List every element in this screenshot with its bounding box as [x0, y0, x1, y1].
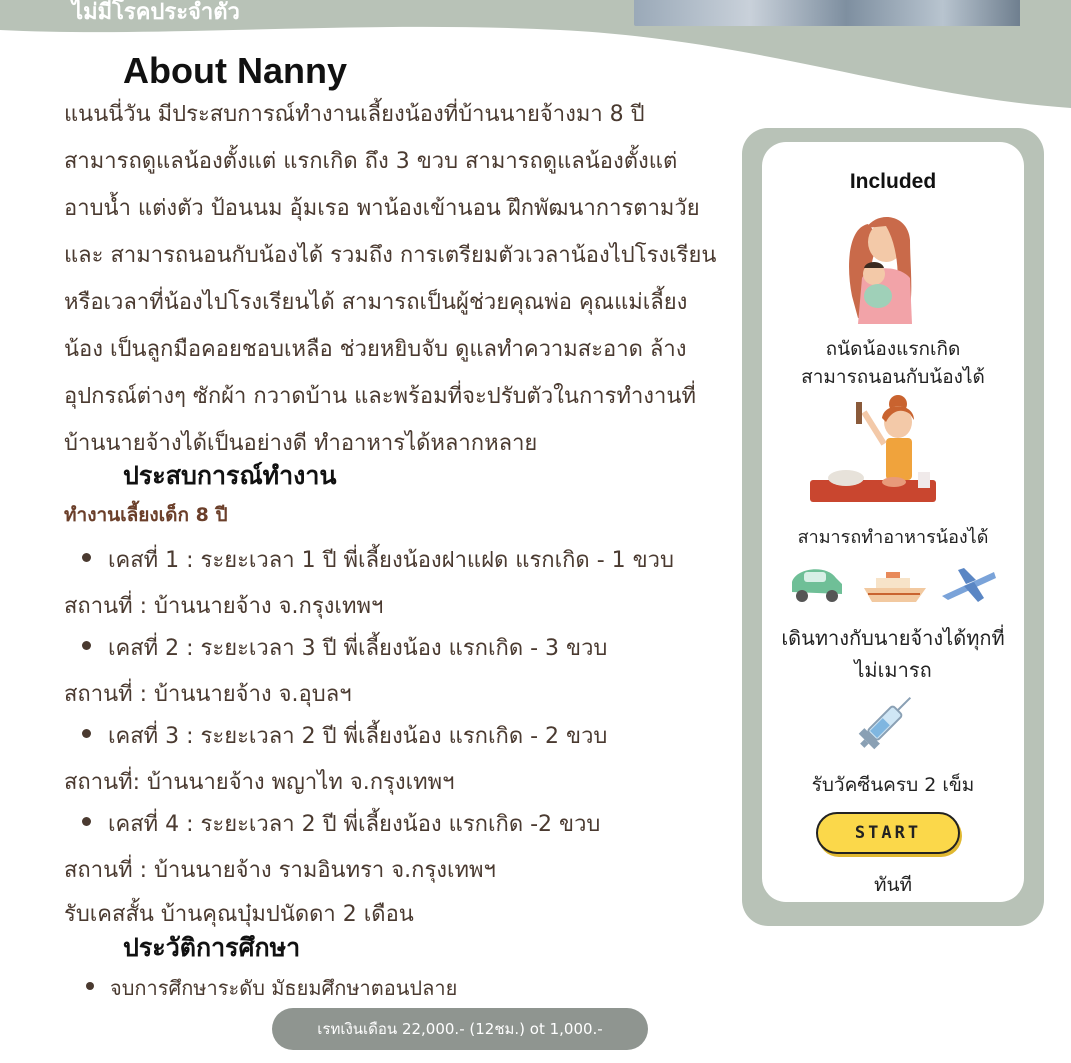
case-place: สถานที่ : บ้านนายจ้าง จ.กรุงเทพฯ [64, 594, 384, 619]
case-place: สถานที่ : บ้านนายจ้าง จ.อุบลฯ [64, 682, 352, 707]
cooking-icon [806, 392, 940, 516]
education-item: จบการศึกษาระดับ มัธยมศึกษาตอนปลาย [110, 976, 458, 1000]
case-item: เคสที่ 2 : ระยะเวลา 3 ปี พี่เลี้ยงน้อง แรกเกิด - 3 ขวบ [108, 636, 608, 661]
about-line: สามารถดูแลน้องตั้งแต่ แรกเกิด ถึง 3 ขวบ สามารถดูแลน้องตั้งแต่ [64, 149, 678, 174]
included-item1-line2: สามารถนอนกับน้องได้ [801, 366, 985, 388]
included-item3-line1: เดินทางกับนายจ้างได้ทุกที่ [781, 626, 1005, 650]
about-line: อาบน้ำ แต่งตัว ป้อนนม อุ้มเรอ พาน้องเข้านอน ฝึกพัฒนาการตามวัย [64, 196, 700, 221]
car-icon [786, 562, 846, 604]
start-button[interactable]: START [816, 812, 960, 854]
about-line: แนนนี่วัน มีประสบการณ์ทำงานเลี้ยงน้องที่บ้านนายจ้างมา 8 ปี [64, 102, 645, 127]
syringe-icon [852, 688, 922, 754]
about-line: หรือเวลาที่น้องไปโรงเรียนได้ สามารถเป็นผู้ช่วยคุณพ่อ คุณแม่เลี้ยง [64, 290, 688, 315]
short-case: รับเคสสั้น บ้านคุณบุ๋มปนัดดา 2 เดือน [64, 902, 414, 927]
ship-icon [862, 570, 928, 604]
salary-pill: เรทเงินเดือน 22,000.- (12ชม.) ot 1,000.- [272, 1008, 648, 1050]
case-item: เคสที่ 4 : ระยะเวลา 2 ปี พี่เลี้ยงน้อง แรกเกิด -2 ขวบ [108, 812, 601, 837]
about-line: และ สามารถนอนกับน้องได้ รวมถึง การเตรียมตัวเวลาน้องไปโรงเรียน [64, 243, 717, 268]
bullet-icon [82, 553, 91, 562]
experience-subheading: ทำงานเลี้ยงเด็ก 8 ปี [64, 504, 228, 526]
included-item2: สามารถทำอาหารน้องได้ [797, 527, 989, 548]
education-heading: ประวัติการศึกษา [123, 933, 301, 962]
bullet-icon [86, 982, 94, 990]
about-line: บ้านนายจ้างได้เป็นอย่างดี ทำอาหารได้หลากหลาย [64, 431, 538, 456]
case-item: เคสที่ 3 : ระยะเวลา 2 ปี พี่เลี้ยงน้อง แรกเกิด - 2 ขวบ [108, 724, 608, 749]
included-item4: รับวัคซีนครบ 2 เข็ม [811, 774, 975, 796]
case-place: สถานที่ : บ้านนายจ้าง รามอินทรา จ.กรุงเทพฯ [64, 858, 496, 883]
case-place: สถานที่: บ้านนายจ้าง พญาไท จ.กรุงเทพฯ [64, 770, 455, 795]
start-caption: ทันที [873, 874, 913, 896]
about-title: About Nanny [123, 50, 347, 91]
bullet-icon [82, 729, 91, 738]
experience-heading: ประสบการณ์ทำงาน [123, 461, 337, 490]
case-item: เคสที่ 1 : ระยะเวลา 1 ปี พี่เลี้ยงน้องฝาแฝด แรกเกิด - 1 ขวบ [108, 548, 674, 573]
airplane-icon [938, 566, 998, 606]
header-banner-text: ไม่มีโรคประจำตัว [72, 0, 240, 25]
bullet-icon [82, 641, 91, 650]
included-title: Included [849, 170, 937, 193]
mother-baby-icon [838, 206, 928, 326]
about-line: อุปกรณ์ต่างๆ ซักผ้า กวาดบ้าน และพร้อมที่จะปรับตัวในการทำงานที่ [64, 384, 696, 409]
included-item1-line1: ถนัดน้องแรกเกิด [825, 338, 961, 360]
about-paragraph [64, 96, 744, 472]
header-photo [634, 0, 1020, 26]
about-line: น้อง เป็นลูกมือคอยชอบเหลือ ช่วยหยิบจับ ดูแลทำความสะอาด ล้าง [64, 337, 687, 362]
bullet-icon [82, 817, 91, 826]
included-item3-line2: ไม่เมารถ [854, 658, 932, 682]
